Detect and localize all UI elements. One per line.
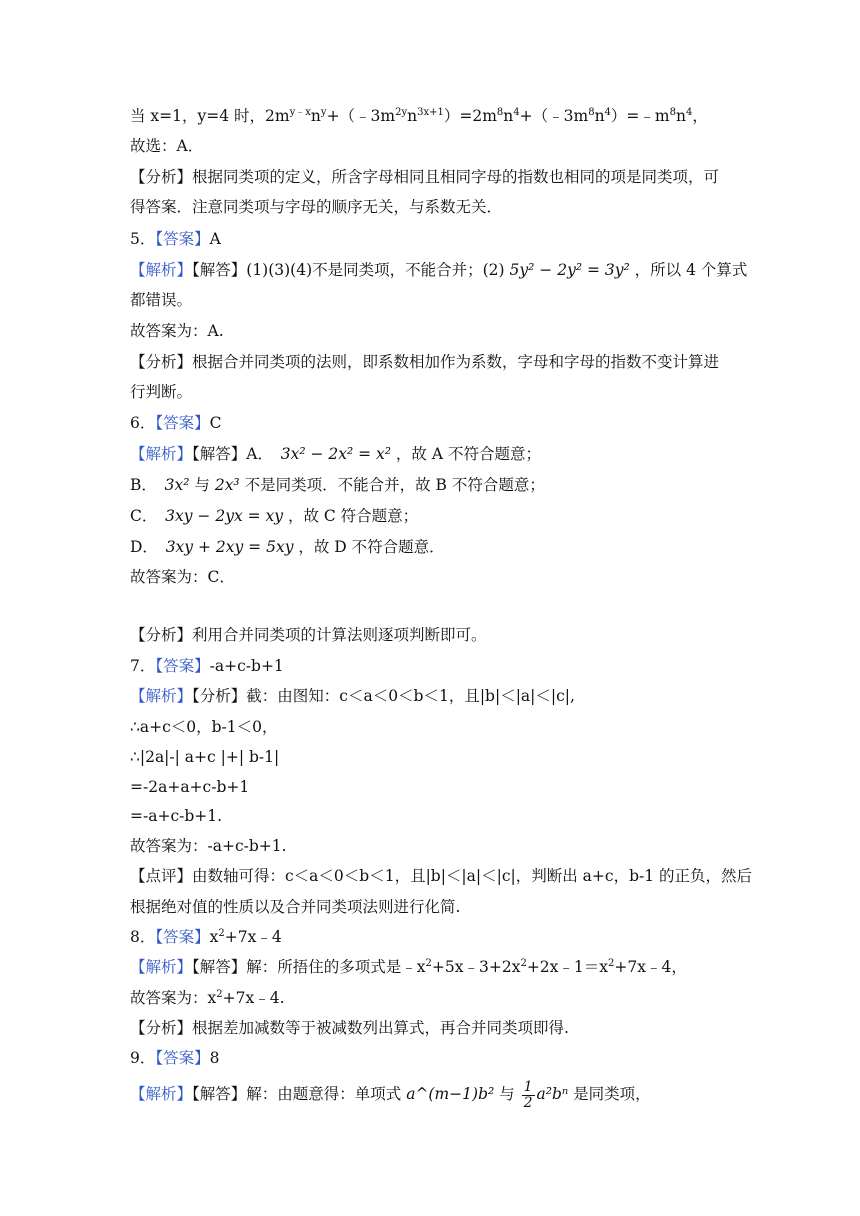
text-line: 故答案为：-a+c-b+1.: [130, 837, 287, 855]
answer-line: 7．【答案】-a+c-b+1: [130, 657, 284, 675]
text-line: 得答案．注意同类项与字母的顺序无关，与系数无关．: [130, 198, 503, 216]
explanation-line: 【解析】【解答】A． 3x² − 2x² = x² ，故 A 不符合题意；: [130, 445, 541, 463]
text-line: ∴a+c＜0，b-1＜0，: [130, 718, 278, 736]
text-line: =-2a+a+c-b+1: [130, 778, 250, 796]
text-line: 故答案为：$x^2+7x﹣4$.: [130, 988, 285, 1007]
text-line: 【分析】根据同类项的定义，所含字母相同且相同字母的指数也相同的项是同类项，可: [130, 168, 720, 186]
answer-line: 9．【答案】8: [130, 1049, 220, 1067]
text-line: 【分析】根据差加减数等于被减数列出算式，再合并同类项即得.: [130, 1019, 569, 1037]
text-line: B． 3x² 与 2x³ 不是同类项．不能合并，故 B 不符合题意；: [130, 476, 545, 494]
text-line: 【分析】利用合并同类项的计算法则逐项判断即可。: [130, 626, 487, 644]
explanation-line: 【解析】【解答】解：由题意得：单项式 a^(m−1)b² 与 $\frac{1}{2}$ a²bⁿ 是同类项，: [130, 1078, 651, 1111]
explanation-line: 【解析】【解答】解：所捂住的多项式是$﹣x^2+5x﹣3+2x^2+2x﹣1=x^2+7x﹣4$，: [130, 957, 687, 976]
text-line: 故答案为：A.: [130, 322, 224, 340]
text-line: =-a+c-b+1.: [130, 807, 223, 825]
text-line: C． 3xy − 2yx = xy ，故 C 符合题意；: [130, 507, 419, 525]
answer-line: 8．【答案】$x^2+7x﹣4$: [130, 927, 282, 946]
answer-line: 6．【答案】C: [130, 414, 222, 432]
explanation-line: 【解析】【解答】(1)(3)(4)不是同类项，不能合并；(2) 5y² − 2y² = 3y² ，所以 4 个算式: [130, 261, 748, 279]
text-line: 根据绝对值的性质以及合并同类项法则进行化简.: [130, 898, 461, 916]
text-line: 当 x=1，y=4 时，$2m^{y﹣x}n^y+(﹣3m^{2y}n^{3x+1})=2m^8n^4+(﹣3m^8n^4)=﹣m^8n^4$，: [130, 106, 708, 125]
text-line: ∴|2a|-| a+c |+| b-1|: [130, 748, 280, 766]
text-line: 【分析】根据合并同类项的法则，即系数相加作为系数，字母和字母的指数不变计算进: [130, 353, 720, 371]
text-line: 【点评】由数轴可得：c＜a＜0＜b＜1，且|b|＜|a|＜|c|，判断出 a+c，b-1 的正负，然后: [130, 867, 753, 885]
text-line: 行判断。: [130, 383, 193, 401]
text-line: 故答案为：C．: [130, 568, 235, 586]
fraction: $\frac{1}{2}$: [523, 1078, 533, 1111]
answer-line: 5．【答案】A: [130, 230, 221, 248]
explanation-line: 【解析】【分析】截：由图知：c＜a＜0＜b＜1，且|b|＜|a|＜|c|,: [130, 687, 575, 705]
text-line: D． 3xy + 2xy = 5xy ，故 D 不符合题意．: [130, 538, 445, 556]
text-line: 故选：A．: [130, 137, 204, 155]
text-line: 都错误。: [130, 291, 193, 309]
